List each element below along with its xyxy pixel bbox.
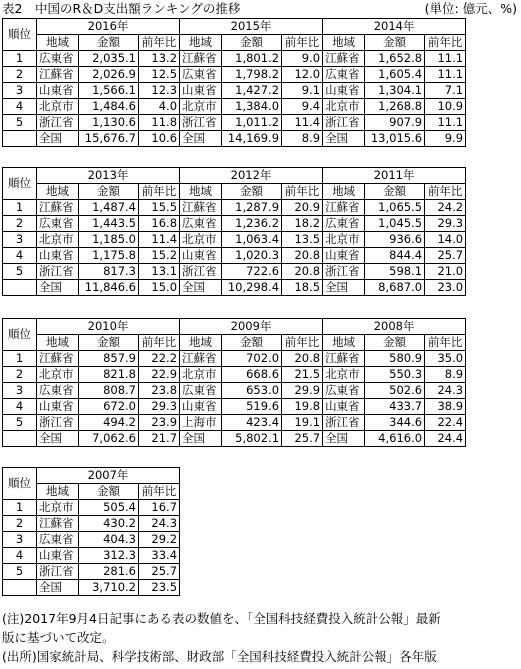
rank-cell: 5 [3,564,37,580]
region-header: 地域 [323,335,365,351]
yoy-cell: 35.0 [425,351,466,367]
region-cell: 広東省 [323,216,365,232]
yoy-header: 前年比 [139,335,180,351]
yoy-cell: 15.5 [139,200,180,216]
region-cell: 浙江省 [323,264,365,280]
total-label-cell: 全国 [37,131,79,147]
table-row [3,399,466,415]
total-amount-cell: 8,687.0 [365,280,425,296]
amount-cell: 1,063.4 [222,232,282,248]
region-cell: 広東省 [180,216,222,232]
amount-header: 金額 [365,184,425,200]
region-cell: 江蘇省 [37,351,79,367]
yoy-header: 前年比 [139,184,180,200]
region-cell: 山東省 [180,399,222,415]
region-cell: 浙江省 [37,564,79,580]
region-cell: 江蘇省 [180,200,222,216]
region-cell: 広東省 [37,383,79,399]
amount-cell: 344.6 [365,415,425,431]
amount-cell: 1,287.9 [222,200,282,216]
amount-cell: 494.2 [79,415,139,431]
yoy-header: 前年比 [282,35,323,51]
region-cell: 北京市 [37,500,79,516]
amount-cell: 1,304.1 [365,83,425,99]
rank-cell-empty [3,580,37,596]
region-cell: 山東省 [323,248,365,264]
yoy-cell: 24.3 [425,383,466,399]
unit-label: (単位: 億元、%) [424,1,517,16]
yoy-cell: 9.4 [282,99,323,115]
yoy-cell: 11.4 [139,232,180,248]
table-row [3,67,466,83]
yoy-cell: 13.2 [139,51,180,67]
amount-cell: 1,443.5 [79,216,139,232]
yoy-cell: 23.8 [139,383,180,399]
yoy-cell: 20.8 [282,351,323,367]
region-cell: 江蘇省 [37,200,79,216]
yoy-cell: 25.7 [425,248,466,264]
rank-cell: 1 [3,500,37,516]
table-row [3,248,466,264]
region-cell: 山東省 [37,83,79,99]
rank-cell: 1 [3,200,37,216]
rank-cell: 4 [3,248,37,264]
note-line: (出所)国家統計局、科学技術部、財政部「全国科技経費投入統計公報」各年版 [2,649,437,664]
amount-cell: 672.0 [79,399,139,415]
total-amount-cell: 11,846.6 [79,280,139,296]
year-header: 2009年 [180,319,323,335]
total-yoy-cell: 23.0 [425,280,466,296]
year-header: 2010年 [37,319,180,335]
amount-cell: 702.0 [222,351,282,367]
amount-cell: 281.6 [79,564,139,580]
yoy-cell: 38.9 [425,399,466,415]
total-amount-cell: 7,062.6 [79,431,139,447]
amount-cell: 1,130.6 [79,115,139,131]
amount-cell: 668.6 [222,367,282,383]
yoy-cell: 19.8 [282,399,323,415]
rank-cell: 3 [3,232,37,248]
yoy-cell: 13.1 [139,264,180,280]
amount-cell: 1,605.4 [365,67,425,83]
note-line: 版に基づいて改定。 [2,630,115,645]
amount-cell: 844.4 [365,248,425,264]
region-header: 地域 [37,335,79,351]
amount-cell: 1,427.2 [222,83,282,99]
region-cell: 北京市 [37,367,79,383]
region-cell: 浙江省 [37,115,79,131]
table-row [3,548,180,564]
amount-cell: 1,801.2 [222,51,282,67]
table-row [3,564,180,580]
table-row [3,115,466,131]
yoy-cell: 14.0 [425,232,466,248]
amount-cell: 1,652.8 [365,51,425,67]
total-label-cell: 全国 [323,131,365,147]
amount-header: 金額 [79,184,139,200]
yoy-header: 前年比 [282,184,323,200]
region-cell: 北京市 [37,99,79,115]
yoy-cell: 18.2 [282,216,323,232]
region-cell: 山東省 [323,83,365,99]
region-cell: 山東省 [180,248,222,264]
year-header: 2014年 [323,19,466,35]
yoy-cell: 29.3 [425,216,466,232]
amount-header: 金額 [79,335,139,351]
table-row [3,232,466,248]
amount-header: 金額 [365,35,425,51]
yoy-cell: 12.0 [282,67,323,83]
total-label-cell: 全国 [323,431,365,447]
region-header: 地域 [180,335,222,351]
region-cell: 山東省 [180,83,222,99]
yoy-cell: 21.5 [282,367,323,383]
yoy-header: 前年比 [425,184,466,200]
region-header: 地域 [180,184,222,200]
total-label-cell: 全国 [180,280,222,296]
region-cell: 江蘇省 [323,200,365,216]
amount-header: 金額 [79,484,139,500]
yoy-cell: 29.9 [282,383,323,399]
region-cell: 広東省 [37,216,79,232]
total-yoy-cell: 18.5 [282,280,323,296]
region-cell: 広東省 [180,383,222,399]
yoy-cell: 21.0 [425,264,466,280]
amount-cell: 1,384.0 [222,99,282,115]
rank-cell: 1 [3,51,37,67]
rank-cell-empty [3,431,37,447]
notes [2,609,519,666]
year-header: 2011年 [323,168,466,184]
rank-cell: 3 [3,83,37,99]
total-yoy-cell: 25.7 [282,431,323,447]
region-cell: 広東省 [323,383,365,399]
total-amount-cell: 3,710.2 [79,580,139,596]
yoy-cell: 11.1 [425,115,466,131]
yoy-cell: 11.1 [425,51,466,67]
ranking-table [2,18,466,147]
region-cell: 浙江省 [180,264,222,280]
table-row [3,500,180,516]
yoy-cell: 11.4 [282,115,323,131]
yoy-header: 前年比 [139,484,180,500]
year-header: 2008年 [323,319,466,335]
year-header: 2016年 [37,19,180,35]
amount-cell: 817.3 [79,264,139,280]
region-header: 地域 [323,35,365,51]
region-cell: 浙江省 [323,115,365,131]
amount-cell: 550.3 [365,367,425,383]
yoy-cell: 9.1 [282,83,323,99]
yoy-cell: 16.8 [139,216,180,232]
table-row [3,200,466,216]
table-row [3,99,466,115]
ranking-table [2,467,180,596]
total-label-cell: 全国 [37,580,79,596]
yoy-cell: 23.9 [139,415,180,431]
region-cell: 山東省 [37,399,79,415]
table-row [3,83,466,99]
rank-cell: 4 [3,99,37,115]
total-amount-cell: 14,169.9 [222,131,282,147]
rank-header: 順位 [3,168,37,200]
ranking-table [2,167,466,296]
year-header: 2012年 [180,168,323,184]
amount-cell: 722.6 [222,264,282,280]
region-cell: 江蘇省 [180,351,222,367]
table-row [3,216,466,232]
total-label-cell: 全国 [180,131,222,147]
note-line: (注)2017年9月4日記事にある表の数値を、「全国科技経費投入統計公報」最新 [2,611,441,626]
amount-cell: 1,011.2 [222,115,282,131]
amount-cell: 907.9 [365,115,425,131]
ranking-table [2,318,466,447]
amount-cell: 404.3 [79,532,139,548]
region-cell: 浙江省 [37,264,79,280]
region-cell: 江蘇省 [323,51,365,67]
region-cell: 広東省 [37,532,79,548]
amount-cell: 1,045.5 [365,216,425,232]
table-row [3,351,466,367]
region-cell: 江蘇省 [180,51,222,67]
year-header: 2007年 [37,468,180,484]
rank-cell: 5 [3,264,37,280]
total-row [3,280,466,296]
region-header: 地域 [323,184,365,200]
yoy-cell: 29.3 [139,399,180,415]
total-label-cell: 全国 [37,280,79,296]
rank-cell-empty [3,131,37,147]
region-cell: 広東省 [180,67,222,83]
total-amount-cell: 13,015.6 [365,131,425,147]
amount-cell: 502.6 [365,383,425,399]
yoy-cell: 22.2 [139,351,180,367]
region-header: 地域 [37,484,79,500]
region-cell: 江蘇省 [37,67,79,83]
amount-cell: 433.7 [365,399,425,415]
rank-cell: 3 [3,532,37,548]
rank-header: 順位 [3,19,37,51]
yoy-cell: 25.7 [139,564,180,580]
total-label-cell: 全国 [323,280,365,296]
rank-header: 順位 [3,319,37,351]
amount-cell: 1,484.6 [79,99,139,115]
table-row [3,264,466,280]
total-amount-cell: 5,802.1 [222,431,282,447]
rank-cell: 4 [3,399,37,415]
amount-cell: 1,065.5 [365,200,425,216]
amount-cell: 580.9 [365,351,425,367]
amount-cell: 598.1 [365,264,425,280]
table-row [3,51,466,67]
region-header: 地域 [37,184,79,200]
table-row [3,367,466,383]
amount-cell: 1,268.8 [365,99,425,115]
total-label-cell: 全国 [37,431,79,447]
amount-header: 金額 [222,335,282,351]
amount-cell: 1,185.0 [79,232,139,248]
total-yoy-cell: 21.7 [139,431,180,447]
yoy-header: 前年比 [282,335,323,351]
yoy-cell: 11.1 [425,67,466,83]
region-cell: 北京市 [37,232,79,248]
yoy-cell: 22.4 [425,415,466,431]
amount-cell: 1,487.4 [79,200,139,216]
region-header: 地域 [180,35,222,51]
yoy-cell: 24.3 [139,516,180,532]
region-cell: 北京市 [323,367,365,383]
rank-cell: 2 [3,67,37,83]
region-cell: 江蘇省 [37,516,79,532]
total-yoy-cell: 10.6 [139,131,180,147]
yoy-cell: 15.2 [139,248,180,264]
rank-cell: 5 [3,415,37,431]
yoy-cell: 13.5 [282,232,323,248]
amount-cell: 312.3 [79,548,139,564]
total-yoy-cell: 24.4 [425,431,466,447]
total-yoy-cell: 23.5 [139,580,180,596]
region-cell: 山東省 [37,248,79,264]
rank-cell: 2 [3,216,37,232]
table-row [3,383,466,399]
yoy-cell: 19.1 [282,415,323,431]
amount-header: 金額 [79,35,139,51]
region-cell: 山東省 [323,399,365,415]
yoy-cell: 16.7 [139,500,180,516]
rank-cell: 1 [3,351,37,367]
amount-cell: 857.9 [79,351,139,367]
rank-cell: 4 [3,548,37,564]
yoy-cell: 20.8 [282,264,323,280]
total-row [3,431,466,447]
amount-cell: 936.6 [365,232,425,248]
region-cell: 北京市 [180,367,222,383]
yoy-cell: 7.1 [425,83,466,99]
title-row [2,1,519,17]
amount-header: 金額 [222,35,282,51]
yoy-header: 前年比 [139,35,180,51]
amount-cell: 430.2 [79,516,139,532]
yoy-cell: 9.0 [282,51,323,67]
yoy-cell: 12.5 [139,67,180,83]
year-header: 2013年 [37,168,180,184]
amount-header: 金額 [365,335,425,351]
table-row [3,532,180,548]
amount-cell: 808.7 [79,383,139,399]
region-cell: 北京市 [323,232,365,248]
rank-cell: 5 [3,115,37,131]
amount-cell: 1,798.2 [222,67,282,83]
yoy-cell: 20.9 [282,200,323,216]
total-row [3,580,180,596]
region-cell: 浙江省 [37,415,79,431]
yoy-cell: 4.0 [139,99,180,115]
rank-cell-empty [3,280,37,296]
total-yoy-cell: 8.9 [282,131,323,147]
yoy-cell: 29.2 [139,532,180,548]
amount-cell: 2,035.1 [79,51,139,67]
total-amount-cell: 4,616.0 [365,431,425,447]
region-cell: 江蘇省 [323,351,365,367]
amount-cell: 653.0 [222,383,282,399]
yoy-cell: 12.3 [139,83,180,99]
amount-header: 金額 [222,184,282,200]
yoy-cell: 33.4 [139,548,180,564]
yoy-cell: 8.9 [425,367,466,383]
region-cell: 浙江省 [323,415,365,431]
yoy-header: 前年比 [425,35,466,51]
amount-cell: 2,026.9 [79,67,139,83]
rank-cell: 2 [3,516,37,532]
amount-cell: 519.6 [222,399,282,415]
region-cell: 北京市 [180,99,222,115]
table-row [3,516,180,532]
region-cell: 広東省 [323,67,365,83]
rank-header: 順位 [3,468,37,500]
total-label-cell: 全国 [180,431,222,447]
year-header: 2015年 [180,19,323,35]
region-cell: 上海市 [180,415,222,431]
yoy-cell: 20.8 [282,248,323,264]
region-cell: 北京市 [323,99,365,115]
yoy-cell: 11.8 [139,115,180,131]
yoy-header: 前年比 [425,335,466,351]
yoy-cell: 22.9 [139,367,180,383]
amount-cell: 821.8 [79,367,139,383]
region-cell: 浙江省 [180,115,222,131]
amount-cell: 505.4 [79,500,139,516]
table-title: 表2 中国のR＆D支出額ランキングの推移 [2,1,241,16]
amount-cell: 1,175.8 [79,248,139,264]
total-amount-cell: 10,298.4 [222,280,282,296]
yoy-cell: 24.2 [425,200,466,216]
total-amount-cell: 15,676.7 [79,131,139,147]
region-cell: 山東省 [37,548,79,564]
amount-cell: 423.4 [222,415,282,431]
total-row [3,131,466,147]
rank-cell: 3 [3,383,37,399]
table-row [3,415,466,431]
rank-cell: 2 [3,367,37,383]
amount-cell: 1,020.3 [222,248,282,264]
yoy-cell: 10.9 [425,99,466,115]
total-yoy-cell: 15.0 [139,280,180,296]
region-cell: 広東省 [37,51,79,67]
region-header: 地域 [37,35,79,51]
amount-cell: 1,566.1 [79,83,139,99]
total-yoy-cell: 9.9 [425,131,466,147]
region-cell: 北京市 [180,232,222,248]
amount-cell: 1,236.2 [222,216,282,232]
